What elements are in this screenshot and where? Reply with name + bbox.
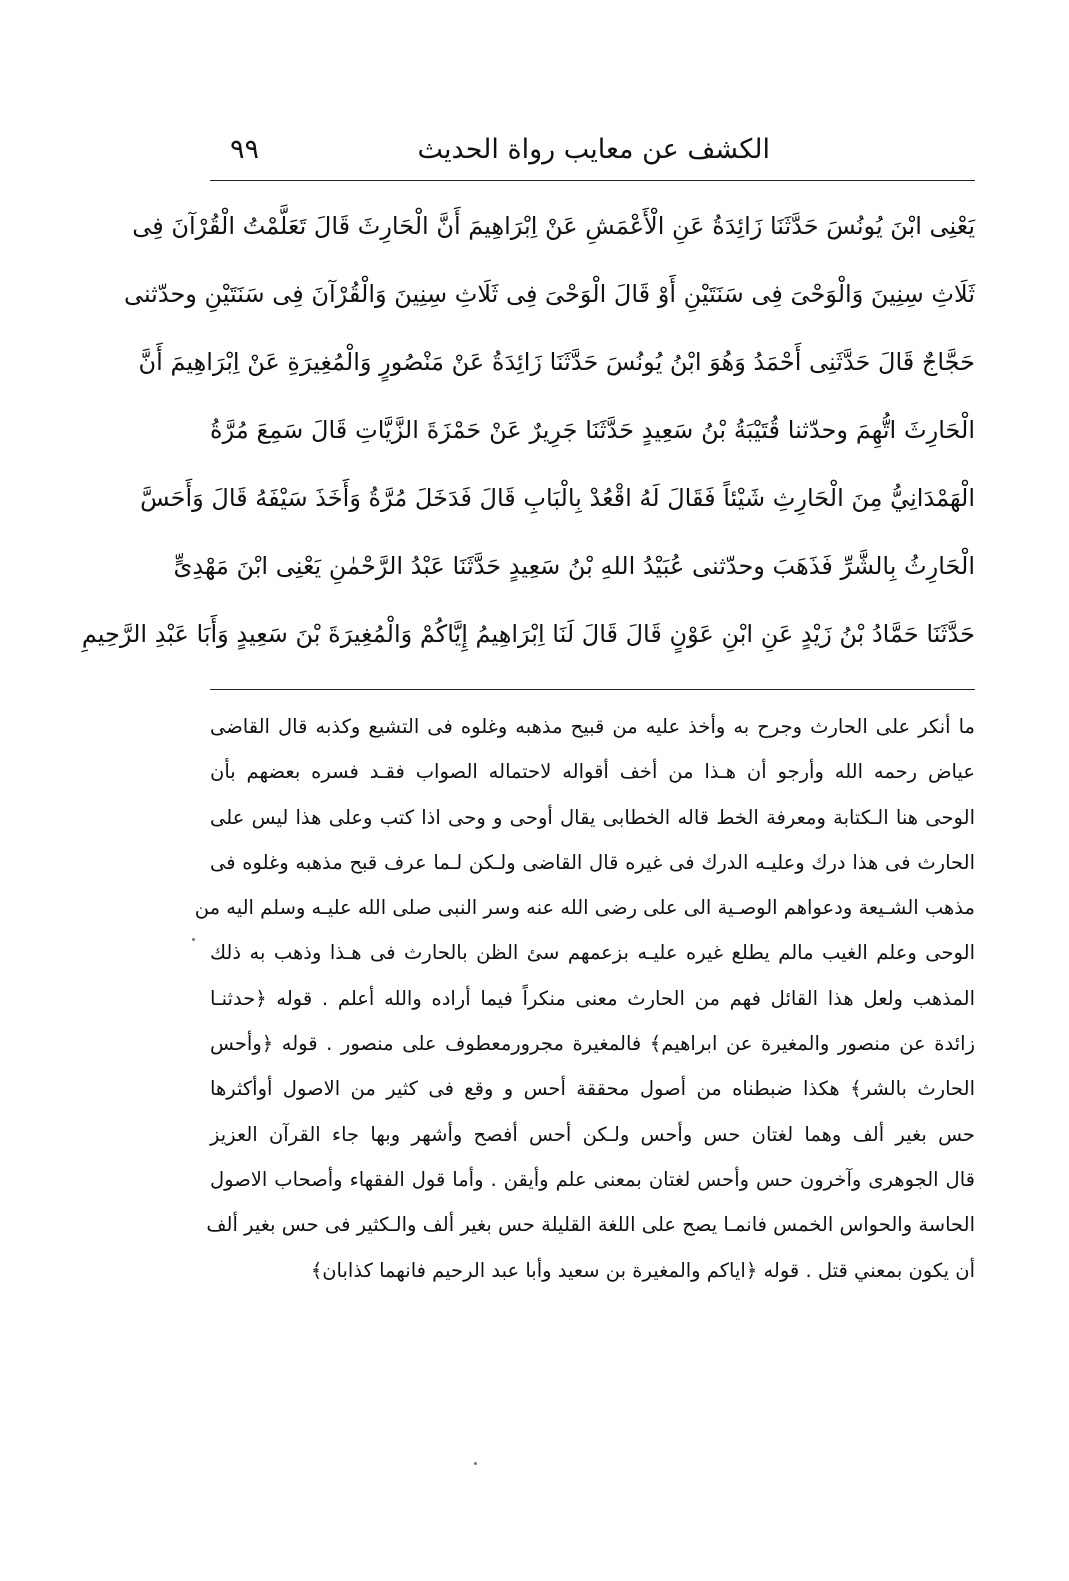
commentary-line: مذهب الشـيعة ودعواهم الوصـية الى على رضى الله عنه وسر النبى صلى الله عليـه وسلم اليه من (194, 896, 975, 920)
running-title: الكشف عن معايب رواة الحديث (417, 134, 770, 165)
commentary-line: المذهب ولعل هذا القائل فهم من الحارث معنى منكراً فيما أراده والله أعلم . قوله ﴿حدثنـا (210, 986, 975, 1010)
commentary-line: حس بغير ألف وهما لغتان حس وأحس ولـكن أحس أفصح وأشهر وبها جاء القرآن العزيز (210, 1122, 975, 1146)
scan-speck (192, 938, 195, 941)
header-divider (210, 180, 975, 181)
hadith-line: الْهَمْدَانِيُّ مِنَ الْحَارِثِ شَيْئاً فَقَالَ لَهُ اقْعُدْ بِالْبَابِ قَالَ فَدَخَلَ مُرَّةُ وَأَخَذَ سَيْفَهُ قَالَ وَأَحَسَّ (140, 484, 975, 512)
commentary-line: الوحى وعلم الغيب مالم يطلع غيره عليـه بزعمهم سئ الظن بالحارث فى هـذا وذهب به ذلك (210, 941, 975, 965)
hadith-line: يَعْنِى ابْنَ يُونُسَ حَدَّثَنَا زَائِدَةُ عَنِ الْأَعْمَشِ عَنْ اِبْرَاهِيمَ أَنَّ الْحَارِثَ قَالَ تَعَلَّمْتُ الْقُرْآنَ فِى (132, 212, 975, 240)
commentary-line: أن يكون بمعني قتل . قوله ﴿اياكم والمغيرة بن سعيد وأبا عبد الرحيم فانهما كذابان﴾ (310, 1258, 975, 1282)
commentary-divider (210, 689, 975, 690)
commentary-line: الحارث فى هذا درك وعليـه الدرك فى غيره قال القاضى ولـكن لـما عرف قبح مذهبه وغلوه فى (210, 850, 975, 874)
commentary-text-block (194, 704, 975, 1293)
commentary-line: الحاسة والحواس الخمس فانمـا يصح على اللغة القليلة حس بغير ألف والـكثير فى حس بغير ألف (206, 1213, 975, 1237)
scan-speck (474, 1462, 477, 1465)
page-number: ٩٩ (230, 134, 260, 165)
hadith-line: ثَلَاثِ سِنِينَ وَالْوَحْىَ فِى سَنَتَيْنِ أَوْ قَالَ الْوَحْىَ فِى ثَلَاثِ سِنِينَ وَالْقُرْآنَ فِى سَنَتَيْنِ وحدّثنى (123, 280, 975, 308)
hadith-line: حَجَّاجٌ قَالَ حَدَّثَنِى أَحْمَدُ وَهُوَ ابْنُ يُونُسَ حَدَّثَنَا زَائِدَةُ عَنْ مَنْصُورٍ وَالْمُغِيرَةِ عَنْ اِبْرَاهِيمَ أَنَّ (138, 348, 975, 376)
commentary-line: زائدة عن منصور والمغيرة عن ابراهيم﴾ فالمغيرة مجرورمعطوف على منصور . قوله ﴿وأحس (210, 1032, 975, 1056)
commentary-line: الحارث بالشر﴾ هكذا ضبطناه من أصول محققة أحس و وقع فى كثير من الاصول أوأكثرها (210, 1077, 975, 1101)
commentary-line: الوحى هنا الـكتابة ومعرفة الخط قاله الخطابى يقال أوحى و وحى اذا كتب وعلى هذا ليس على (210, 805, 975, 829)
hadith-line: حَدَّثَنَا حَمَّادُ بْنُ زَيْدٍ عَنِ ابْنِ عَوْنٍ قَالَ قَالَ لَنَا اِبْرَاهِيمُ إِيَّاكُمْ وَالْمُغِيرَةَ بْنَ سَعِيدٍ وَأَبَا عَبْدِ الرَّحِيمِ (81, 620, 975, 648)
hadith-line: الْحَارِثَ اتُّهِمَ وحدّثنا قُتَيْبَةُ بْنُ سَعِيدٍ حَدَّثَنَا جَرِيرٌ عَنْ حَمْزَةَ الزَّيَّاتِ قَالَ سَمِعَ مُرَّةُ (210, 416, 975, 444)
commentary-line: عياض رحمه الله وأرجو أن هـذا من أخف أقواله لاحتماله الصواب فقـد فسره بعضهم بأن (210, 760, 975, 784)
hadith-line: الْحَارِثُ بِالشَّرِّ فَذَهَبَ وحدّثنى عُبَيْدُ اللهِ بْنُ سَعِيدٍ حَدَّثَنَا عَبْدُ الرَّحْمٰنِ يَعْنِى ابْنَ مَهْدِىٍّ (173, 552, 975, 580)
commentary-line: ما أنكر على الحارث وجرح به وأخذ عليه من قبيح مذهبه وغلوه فى التشيع وكذبه قال القاضى (210, 715, 975, 738)
hadith-text-block (81, 192, 975, 668)
commentary-line: قال الجوهرى وآخرون حس وأحس لغتان بمعنى علم وأيقن . وأما قول الفقهاء وأصحاب الاصول (210, 1167, 975, 1191)
page-header (210, 128, 970, 178)
